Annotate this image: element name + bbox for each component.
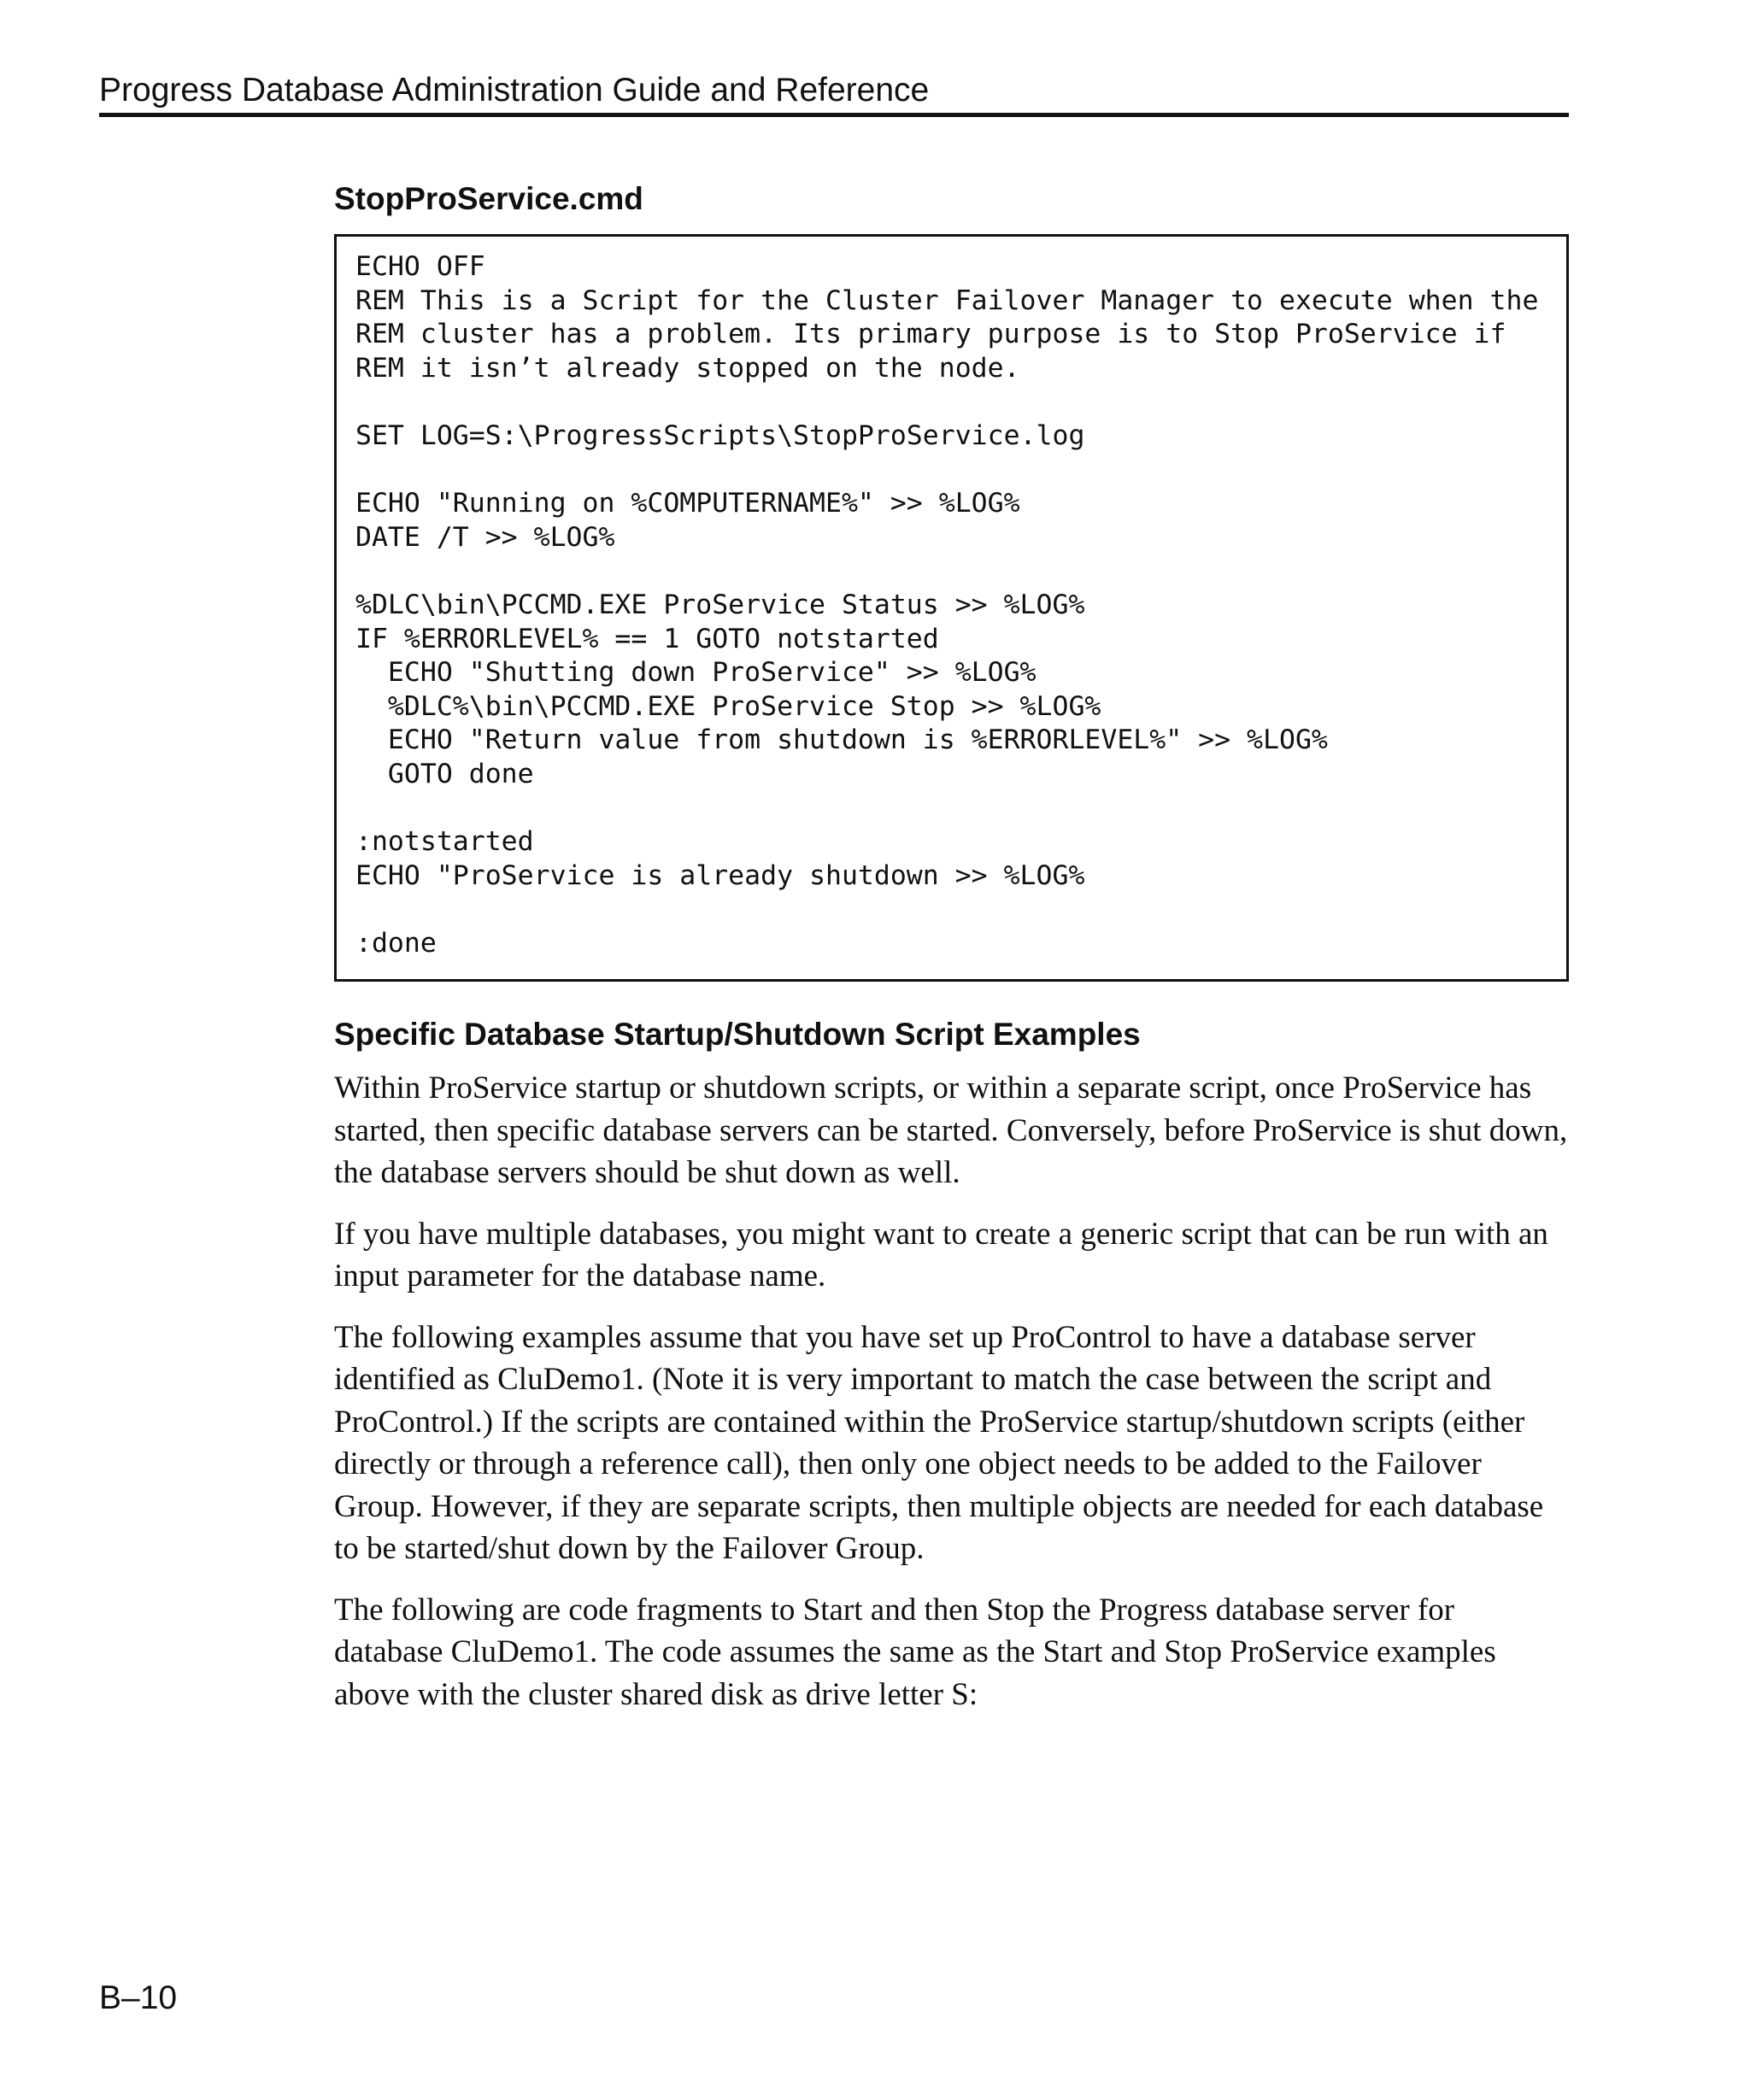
code-listing: ECHO OFF REM This is a Script for the Cluster Failover Manager to execute when the REM cluster has a problem. Its primary purpose is to Stop ProService if REM it isn’t already stopped on the node. SET LOG=S:\ProgressScripts\StopProService.log ECHO "Running on %COMPUTERNAME%" >> %LOG% DATE /T >> %LOG% %DLC\bin\PCCMD.EXE ProService Status >> %LOG% IF %ERRORLEVEL% == 1 GOTO notstarted ECHO "Shutting down ProService" >> %LOG% %DLC%\bin\PCCMD.EXE ProService Stop >> %LOG% ECHO "Return value from shutdown is %ERRORLEVEL%" >> %LOG% GOTO done :notstarted ECHO "ProService is already shutdown >> %LOG% :done bbox=[355, 251, 1539, 959]
code-box bbox=[334, 234, 1569, 982]
section-heading: Specific Database Startup/Shutdown Script Examples bbox=[334, 1017, 1141, 1053]
paragraph-4: The following are code fragments to Start and then Stop the Progress database server for database CluDemo1. The code assumes the same as the Start and Stop ProService examples above with the cluster shared disk as drive letter S: bbox=[334, 1592, 1496, 1712]
paragraph-2: If you have multiple databases, you might want to create a generic script that can be run with an input parameter for the database name. bbox=[334, 1216, 1548, 1294]
paragraph-3: The following examples assume that you have set up ProControl to have a database server identified as CluDemo1. (Note it is very important to match the case between the script and ProControl.) If the scripts are contained within the ProService startup/shutdown scripts (either directly or through a reference call), then only one object needs to be added to the Failover Group. However, if they are separate scripts, then multiple objects are needed for each database to be started/shut down by the Failover Group. bbox=[334, 1319, 1544, 1567]
page-number: B–10 bbox=[99, 1980, 178, 2016]
running-header: Progress Database Administration Guide and Reference bbox=[99, 72, 930, 109]
page-content bbox=[334, 175, 1569, 1734]
header-rule bbox=[99, 113, 1569, 117]
code-heading: StopProService.cmd bbox=[334, 181, 643, 216]
paragraph-1: Within ProService startup or shutdown scripts, or within a separate script, once ProService has started, then specific database servers can be started. Conversely, before ProService is shut down, the database servers should be shut down as well. bbox=[334, 1071, 1568, 1191]
